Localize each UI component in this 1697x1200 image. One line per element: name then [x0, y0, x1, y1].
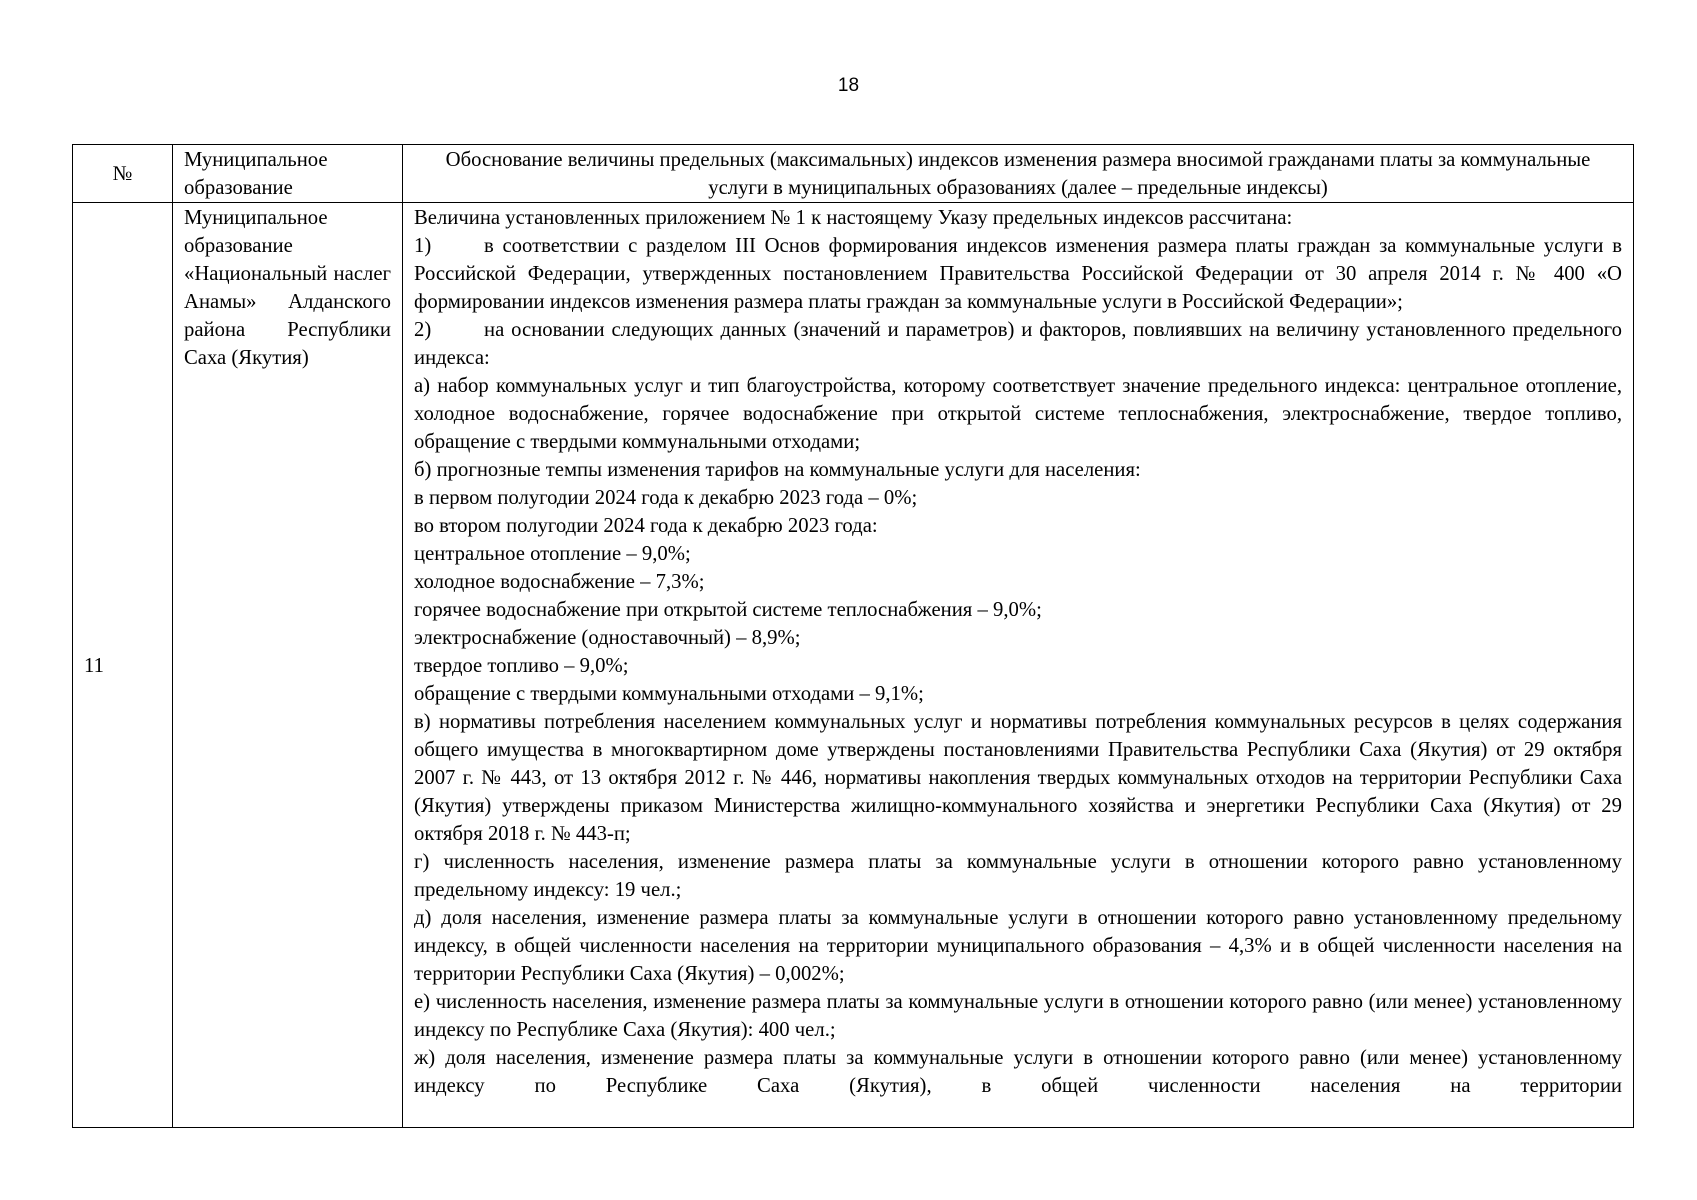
header-num: №: [73, 145, 173, 203]
list-text-2: на основании следующих данных (значений и параметров) и факторов, повлиявших на величину установленного предельного индекса:: [414, 319, 1622, 369]
tariff-line: центральное отопление – 9,0%;: [414, 543, 691, 565]
row-number: 11: [73, 203, 173, 1128]
intro-text: Величина установленных приложением № 1 к настоящему Указу предельных индексов рассчитана:: [414, 207, 1293, 229]
page-number: 18: [837, 75, 860, 96]
header-municipality: Муниципальное образование: [173, 145, 403, 203]
municipality-name: Муниципальное образование «Национальный наслег Анамы» Алданского района Республики Саха (Якутия): [173, 203, 403, 1128]
paragraph-e: е) численность населения, изменение размера платы за коммунальные услуги в отношении которого равно (или менее) установленному индексу по Республике Саха (Якутия): 400 чел.;: [414, 991, 1622, 1041]
list-item-2: [414, 316, 1622, 372]
paragraph-d: д) доля населения, изменение размера платы за коммунальные услуги в отношении которого равно установленному предельному индексу, в общей численности населения на территории муниципального образования – 4,3% и в общей численности населения на территории Республики Саха (Якутия) – 0,002%;: [414, 907, 1622, 985]
paragraph-v: в) нормативы потребления населением коммунальных услуг и нормативы потребления коммунальных ресурсов в целях содержания общего имущества в многоквартирном доме утверждены постановлениями Правительства Республики Саха (Якутия) от 29 октября 2007 г. № 443, от 13 октября 2012 г. № 446, нормативы накопления твердых коммунальных отходов на территории Республики Саха (Якутия) утверждены приказом Министерства жилищно-коммунального хозяйства и энергетики Республики Саха (Якутия) от 29 октября 2018 г. № 443-п;: [414, 711, 1622, 845]
description-cell: [403, 203, 1634, 1128]
table-header-row: [73, 145, 1634, 203]
indices-table: [72, 144, 1634, 1128]
header-description: Обоснование величины предельных (максимальных) индексов изменения размера вносимой гражданами платы за коммунальные услуги в муниципальных образованиях (далее – предельные индексы): [403, 145, 1634, 203]
tariff-line: твердое топливо – 9,0%;: [414, 655, 629, 677]
tariff-line: во втором полугодии 2024 года к декабрю 2023 года:: [414, 515, 878, 537]
tariff-line: в первом полугодии 2024 года к декабрю 2023 года – 0%;: [414, 487, 918, 509]
paragraph-b: б) прогнозные темпы изменения тарифов на коммунальные услуги для населения:: [414, 459, 1141, 481]
paragraph-g: г) численность населения, изменение размера платы за коммунальные услуги в отношении которого равно установленному предельному индексу: 19 чел.;: [414, 851, 1622, 901]
tariff-line: холодное водоснабжение – 7,3%;: [414, 571, 705, 593]
table-row: [73, 203, 1634, 1128]
paragraph-a: а) набор коммунальных услуг и тип благоустройства, которому соответствует значение предельного индекса: центральное отопление, холодное водоснабжение, горячее водоснабжение при открытой системе теплоснабжения, электроснабжение, твердое топливо, обращение с твердыми коммунальными отходами;: [414, 375, 1622, 453]
tariff-line: электроснабжение (одноставочный) – 8,9%;: [414, 627, 801, 649]
list-marker-2: 2): [414, 319, 432, 341]
tariff-line: горячее водоснабжение при открытой системе теплоснабжения – 9,0%;: [414, 599, 1042, 621]
list-marker-1: 1): [414, 235, 432, 257]
paragraph-zh: ж) доля населения, изменение размера платы за коммунальные услуги в отношении которого равно (или менее) установленному индексу по Республике Саха (Якутия), в общей численности населения на территории: [414, 1047, 1622, 1097]
tariff-line: обращение с твердыми коммунальными отходами – 9,1%;: [414, 683, 924, 705]
list-text-1: в соответствии с разделом III Основ формирования индексов изменения размера платы граждан за коммунальные услуги в Российской Федерации, утвержденных постановлением Правительства Российской Федерации от 30 апреля 2014 г. № 400 «О формировании индексов изменения размера платы граждан за коммунальные услуги в Российской Федерации»;: [414, 235, 1622, 313]
list-item-1: [414, 232, 1622, 316]
